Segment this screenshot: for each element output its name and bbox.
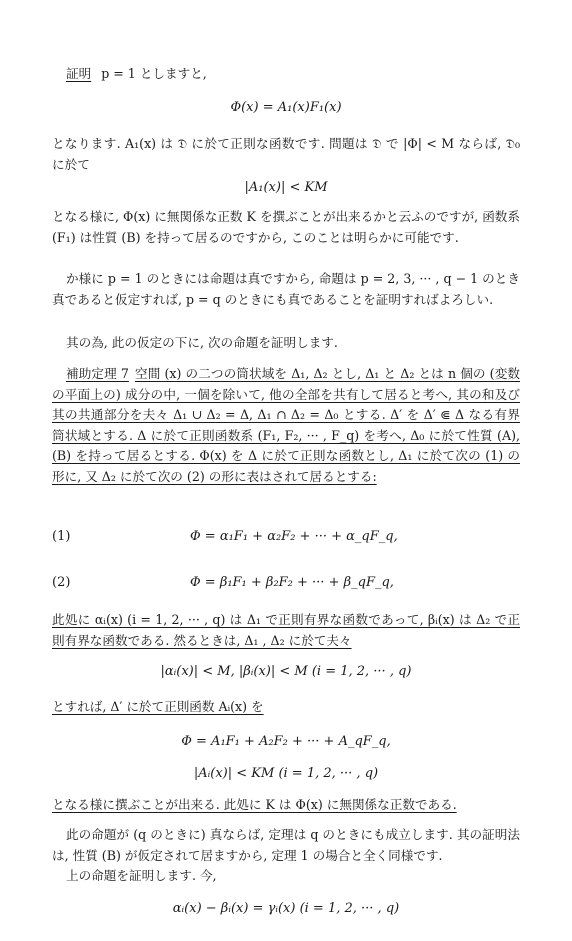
paragraph-6-text: とすれば, Δ′ に於て正則函数 Aᵢ(x) を	[52, 699, 264, 714]
lemma-7	[52, 364, 520, 487]
paragraph-1: となります. A₁(x) は 𝔇 に於て正則な函数です. 問題は 𝔇 で |Φ| < M ならば, 𝔇₀ に於て	[52, 136, 520, 172]
equation-2-label: (2)	[52, 575, 71, 590]
equation-1-label: (1)	[52, 529, 71, 544]
paragraph-7-text: となる様に撰ぶことが出来る. 此処に K は Φ(x) に無関係な正数である.	[52, 797, 457, 812]
equation-gamma: αᵢ(x) − βᵢ(x) = γᵢ(x) (i = 1, 2, ··· , q)	[172, 901, 400, 916]
equation-alpha-beta-bound: |αᵢ(x)| < M, |βᵢ(x)| < M (i = 1, 2, ··· , q)	[160, 664, 412, 679]
lemma-text: 空間 (x) の二つの筒状域を Δ₁, Δ₂ とし, Δ₁ と Δ₂ とは n 個の (変数の平面上の) 成分の中, 一個を除いて, 他の全部を共有して居ると考へ, 其の和及び其の共通部分を夫々 Δ₁ ∪ Δ₂ = Δ, Δ₁ ∩ Δ₂ = Δ₀ とする. Δ′ を Δ′ ⋐ Δ なる有界筒状域とする. Δ に於て正則函数系 (F₁, F₂, ··· , F_q) を考へ, Δ₀ に於て性質 (A), (B) を持って居るとする. Φ(x) を Δ に於て正則な函数とし, Δ₁ に於て次の (1) の形に, 又 Δ₂ に於て次の (2) の形に表はされて居るとする:	[52, 366, 520, 484]
equation-2: Φ = β₁F₁ + β₂F₂ + ··· + β_qF_q,	[190, 575, 394, 590]
proof-intro	[66, 64, 534, 85]
paragraph-3: か様に p = 1 のときには命題は真ですから, 命題は p = 2, 3, ··· , q − 1 のとき真であると仮定すれば, p = q のときにも真であることを証明すればよろしい.	[52, 271, 520, 307]
paragraph-2: となる様に, Φ(x) に無関係な正数 K を撰ぶことが出来るかと云ふのですが, 函数系 (F₁) は性質 (B) を持って居るのですから, このことは明らかに可能です.	[52, 209, 520, 245]
equation-phi: Φ(x) = A₁(x)F₁(x)	[230, 100, 342, 115]
equation-A-bound: |Aᵢ(x)| < KM (i = 1, 2, ··· , q)	[193, 766, 379, 781]
paragraph-5: 此処に αᵢ(x) (i = 1, 2, ··· , q) は Δ₁ で正則有界な函数であって, βᵢ(x) は Δ₂ で正則有界な函数である. 然るときは, Δ₁ , Δ₂ に於て夫々	[52, 612, 520, 648]
paragraph-8: 此の命題が (q のときに) 真ならば, 定理は q のときにも成立します. 其の証明法は, 性質 (B) が仮定されて居ますから, 定理 1 の場合と全く同様です.	[52, 827, 520, 863]
equation-a1-bound: |A₁(x)| < KM	[244, 180, 328, 195]
equation-1: Φ = α₁F₁ + α₂F₂ + ··· + α_qF_q,	[190, 529, 398, 544]
paragraph-9: 上の命題を証明します. 今,	[66, 868, 217, 883]
proof-label: 証明	[66, 66, 92, 81]
paragraph-7	[52, 795, 520, 816]
lemma-label: 補助定理 7	[66, 366, 129, 381]
equation-phi-A: Φ = A₁F₁ + A₂F₂ + ··· + A_qF_q,	[181, 734, 391, 749]
paragraph-4: 其の為, 此の仮定の下に, 次の命題を証明します.	[66, 335, 338, 350]
paragraph-6	[52, 697, 520, 718]
proof-intro-text: p = 1 としますと,	[101, 66, 207, 81]
